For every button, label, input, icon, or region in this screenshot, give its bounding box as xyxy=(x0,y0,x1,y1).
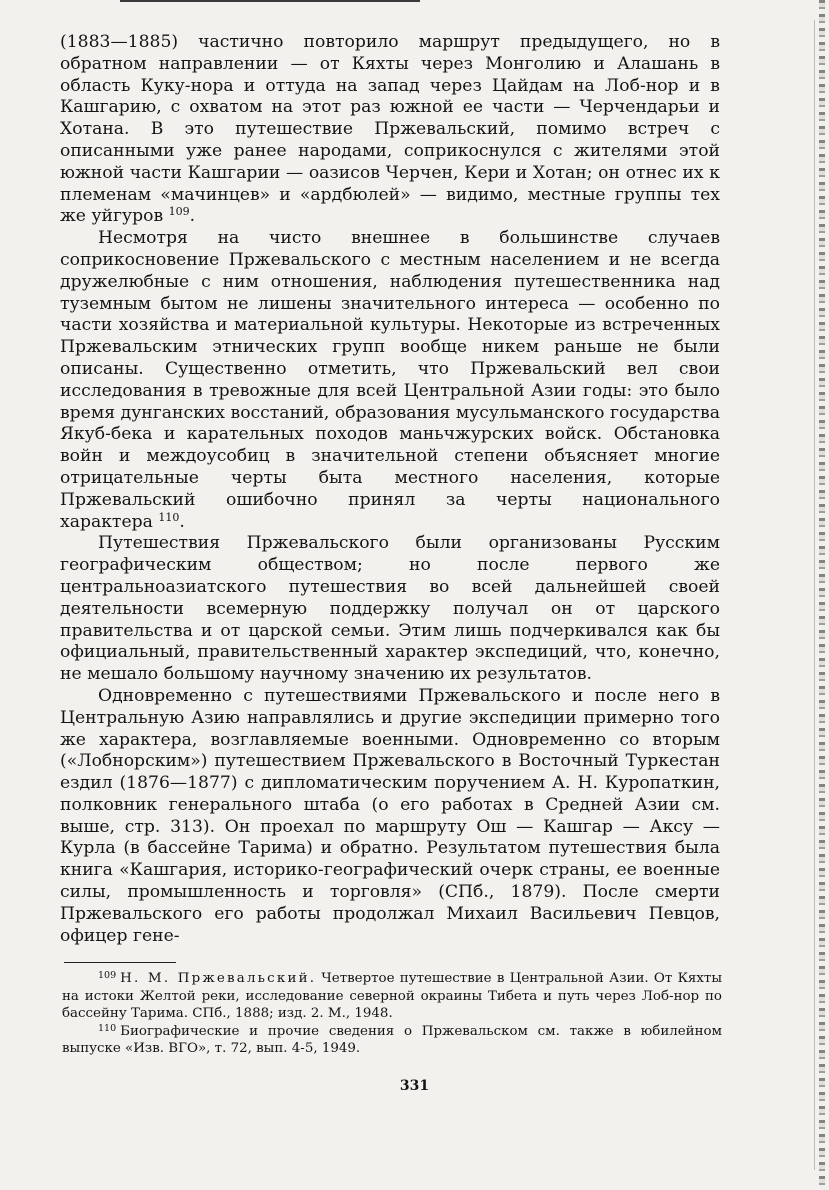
footnote-text: Биографические и прочие сведения о Пржевальском см. также в юбилейном выпуске «Изв. ВГО», т. 72, вып. 4-5, 1949. xyxy=(62,1023,722,1056)
footnote-author: Н. М. Пржевальский. xyxy=(120,971,317,986)
scan-edge-line xyxy=(814,20,815,1170)
footnote-separator xyxy=(64,962,176,963)
footnote-number: 109 xyxy=(98,970,117,981)
footnote-text: Четвертое путешествие в Центральной Азии. От Кяхты на истоки Желтой реки, исследование северной окраины Тибета и путь через Лоб-нор по бассейну Тарима. СПб., 1888; изд. 2. М., 1948. xyxy=(62,971,722,1021)
footnotes xyxy=(62,970,722,1058)
paragraph-2: Несмотря на чисто внешнее в большинстве случаев соприкосновение Пржевальского с местным населением и не всегда дружелюбные с ним отношения, наблюдения путешественника над туземным бытом не лишены значительного интереса — особенно по части хозяйства и материальной культуры. Некоторые из встреченных Пржевальским этнических групп вообще никем раньше не были описаны. Существенно отметить, что Пржевальский вел свои исследования в тревожные для всей Центральной Азии годы: это было время дунганских восстаний, образования мусульманского государства Якуб-бека и карательных походов маньчжурских войск. Обстановка войн и междоусобиц в значительной степени объясняет многие отрицательные черты быта местного населения, которые Пржевальский ошибочно принял за черты национального характера $^{110}$. xyxy=(60,228,720,532)
footnote-ref-109[interactable]: 109 xyxy=(168,205,190,219)
footnote-109 xyxy=(62,970,722,1023)
scan-edge-top xyxy=(120,0,420,2)
paragraph-4: Одновременно с путешествиями Пржевальского и после него в Центральную Азию направлялись и другие экспедиции примерно того же характера, возглавляемые военными. Одновременно со вторым («Лобнорским») путешествием Пржевальского в Восточный Туркестан ездил (1876—1877) с дипломатическим поручением А. Н. Куропаткин, полковник генерального штаба (о его работах в Средней Азии см. выше, стр. 313). Он проехал по маршруту Ош — Кашгар — Аксу — Курла (в бассейне Тарима) и обратно. Результатом путешествия была книга «Кашгария, историко-географический очерк страны, ее военные силы, промышленность и торговля» (СПб., 1879). После смерти Пржевальского его работы продолжал Михаил Васильевич Певцов, офицер гене- xyxy=(60,685,720,946)
main-text xyxy=(60,32,720,947)
paragraph-3: Путешествия Пржевальского были организованы Русским географическим обществом; но после первого же центральноазиатского путешествия во всей дальнейшей своей деятельности всемерную поддержку получал он от царского правительства и от царской семьи. Этим лишь подчеркивался как бы официальный, правительственный характер экспедиций, что, конечно, не мешало большому научному значению их результатов. xyxy=(60,533,720,685)
paragraph-1: (1883—1885) частично повторило маршрут предыдущего, но в обратном направлении — от Кяхты через Монголию и Алашань в область Куку-нора и оттуда на запад через Цайдам на Лоб-нор и в Кашгарию, с охватом на этот раз южной ее части — Черчендарьи и Хотана. В это путешествие Пржевальский, помимо встреч с описанными уже ранее народами, соприкоснулся с жителями этой южной части Кашгарии — оазисов Черчен, Кери и Хотан; он отнес их к племенам «мачинцев» и «ардбюлей» — видимо, местные группы тех же уйгуров $^{109}$. xyxy=(60,32,720,227)
footnote-110 xyxy=(62,1023,722,1058)
footnote-number: 110 xyxy=(98,1022,117,1034)
page-body xyxy=(60,32,720,947)
scan-edge-right xyxy=(819,0,825,1190)
footnote-ref-110[interactable]: 110 xyxy=(158,510,180,524)
page-number: 331 xyxy=(399,1078,430,1094)
